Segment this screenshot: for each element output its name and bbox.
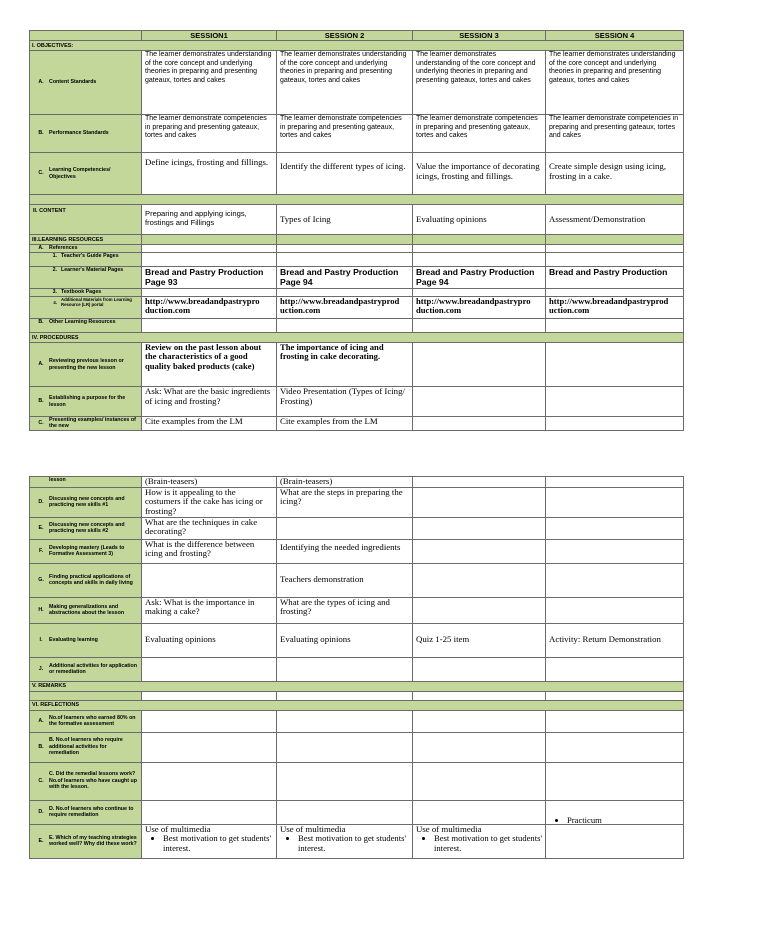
section-remarks-row <box>30 681 684 691</box>
reflection-e-s3-bullet: • Best motivation to get students' interest. <box>434 834 542 853</box>
procedure-e-s1: What are the techniques in cake decorating? <box>142 517 277 539</box>
procedure-h-s2: What are the types of icing and frosting? <box>277 597 413 623</box>
other-resources-row <box>30 319 684 333</box>
reflection-e-s4-bullet: • Practicum <box>567 816 680 825</box>
procedure-h-s3 <box>413 597 546 623</box>
procedure-c-row <box>30 417 684 431</box>
procedure-h-s4 <box>546 597 684 623</box>
procedure-b-s2: Video Presentation (Types of Icing/ Frosting) <box>277 387 413 417</box>
reflection-e-s2-bullet: • Best motivation to get students' interest. <box>298 834 409 853</box>
competencies-s2: Identify the different types of icing. <box>277 153 413 195</box>
header-corner <box>30 31 142 41</box>
procedure-b-s4 <box>546 387 684 417</box>
row-label-teachers-guide: 1. Teacher's Guide Pages <box>30 253 142 267</box>
learners-material-s3: Bread and Pastry Production Page 94 <box>413 267 546 289</box>
procedure-j-row <box>30 657 684 681</box>
performance-standards-s1: The learner demonstrate competencies in preparing and presenting gateaux, tortes and cakes <box>142 115 277 153</box>
procedure-a-s2: The importance of icing and frosting in cake decorating. <box>277 343 413 387</box>
row-label-procedure-b: B. Establishing a purpose for the lesson <box>30 387 142 417</box>
procedure-h-s1: Ask: What is the importance in making a cake? <box>142 597 277 623</box>
procedure-c-cont-s1: (Brain-teasers) <box>142 477 277 488</box>
row-label-procedure-j: J. Additional activities for application or remediation <box>30 657 142 681</box>
procedure-h-row <box>30 597 684 623</box>
procedure-f-s4 <box>546 539 684 563</box>
reflection-e-s4 <box>546 814 684 858</box>
references-row <box>30 245 684 253</box>
reflection-a-row <box>30 710 684 732</box>
row-label-procedure-f: F. Developing mastery (Leads to Formative Assessment 3) <box>30 539 142 563</box>
procedure-i-s4: Activity: Return Demonstration <box>546 623 684 657</box>
reflection-e-s3 <box>413 824 546 858</box>
row-label-additional-materials: 4. Additional Materials from Learning Resource (LR) portal <box>30 297 142 319</box>
section-objectives: I. OBJECTIVES: <box>30 41 684 51</box>
content-standards-s2: The learner demonstrates understanding of the core concept and underlying theories in preparing and presenting gateaux, tortes and cakes <box>277 51 413 115</box>
procedure-i-row <box>30 623 684 657</box>
section-reflections: VI. REFLECTIONS <box>30 700 684 710</box>
procedure-f-row <box>30 539 684 563</box>
procedure-g-s2: Teachers demonstration <box>277 563 413 597</box>
procedure-c-cont-s3 <box>413 477 546 488</box>
competencies-s1: Define icings, frosting and fillings. <box>142 153 277 195</box>
dll-table-part-1 <box>29 30 684 431</box>
row-label-learners-material: 2. Learner's Material Pages <box>30 267 142 289</box>
procedure-d-row <box>30 487 684 517</box>
blank-green-row <box>30 195 684 205</box>
reflection-e-s3-head: Use of multimedia <box>416 823 482 834</box>
remarks-blank-row <box>30 691 684 700</box>
procedure-f-s2: Identifying the needed ingredients <box>277 539 413 563</box>
content-standards-s1: The learner demonstrates understanding of the core concept and underlying theories in preparing and presenting gateaux, tortes and cakes <box>142 51 277 115</box>
header-session-4: SESSION 4 <box>546 31 684 41</box>
section-resources-row <box>30 235 684 245</box>
row-label-content-standards: A. Content Standards <box>30 51 142 115</box>
content-standards-s4: The learner demonstrates understanding of the core concept and underlying theories in preparing and presenting gateaux, tortes and cakes <box>546 51 684 115</box>
procedure-e-row <box>30 517 684 539</box>
row-label-procedure-i: I. Evaluating learning <box>30 623 142 657</box>
procedure-d-s4 <box>546 487 684 517</box>
reflection-e-s1 <box>142 824 277 858</box>
content-standards-s3: The learner demonstrates understanding of the core concept and underlying theories in preparing and presenting gateaux, tortes and cakes <box>413 51 546 115</box>
row-label-competencies: C. Learning Competencies/ Objectives <box>30 153 142 195</box>
header-session-3: SESSION 3 <box>413 31 546 41</box>
learners-material-s1: Bread and Pastry Production Page 93 <box>142 267 277 289</box>
procedure-i-s1: Evaluating opinions <box>142 623 277 657</box>
procedure-c-s2: Cite examples from the LM <box>277 417 413 431</box>
learners-material-s2: Bread and Pastry Production Page 94 <box>277 267 413 289</box>
performance-standards-row <box>30 115 684 153</box>
content-standards-row <box>30 51 684 115</box>
row-label-performance-standards: B. Performance Standards <box>30 115 142 153</box>
row-label-other-resources: B. Other Learning Resources <box>30 319 142 333</box>
procedure-a-s3 <box>413 343 546 387</box>
additional-materials-s4: http://www.breadandpastryprod uction.com <box>546 297 684 319</box>
procedure-e-s2 <box>277 517 413 539</box>
row-label-reflection-d: D. D. No.of learners who continue to require remediation <box>30 800 142 824</box>
learners-material-s4: Bread and Pastry Production <box>546 267 684 289</box>
header-session-2: SESSION 2 <box>277 31 413 41</box>
procedure-d-s1: How is it appealing to the costumers if the cake has icing or frosting? <box>142 487 277 517</box>
competencies-s3: Value the importance of decorating icings, frosting and fillings. <box>413 153 546 195</box>
procedure-f-s1: What is the difference between icing and frosting? <box>142 539 277 563</box>
procedure-b-row <box>30 387 684 417</box>
section-resources: III.LEARNING RESOURCES <box>30 235 142 245</box>
row-label-reflection-b: B. B. No.of learners who require additional activities for remediation <box>30 732 142 762</box>
learners-material-row <box>30 267 684 289</box>
procedure-d-s3 <box>413 487 546 517</box>
section-reflections-row <box>30 700 684 710</box>
procedure-f-s3 <box>413 539 546 563</box>
reflection-e-s1-head: Use of multimedia <box>145 823 211 834</box>
additional-materials-row <box>30 297 684 319</box>
procedure-b-s3 <box>413 387 546 417</box>
competencies-row <box>30 153 684 195</box>
procedure-i-s3: Quiz 1-25 item <box>413 623 546 657</box>
reflection-e-s1-bullet: • Best motivation to get students' interest. <box>163 834 273 853</box>
procedure-c-s4 <box>546 417 684 431</box>
content-s3: Evaluating opinions <box>413 205 546 235</box>
procedure-c-continued-row <box>30 477 684 488</box>
section-procedures: IV. PROCEDURES <box>30 333 684 343</box>
row-label-references: A. References <box>30 245 142 253</box>
content-s4: Assessment/Demonstration <box>546 205 684 235</box>
row-label-procedure-d: D. Discussing new concepts and practicing new skills #1 <box>30 487 142 517</box>
performance-standards-s2: The learner demonstrate competencies in preparing and presenting gateaux, tortes and cakes <box>277 115 413 153</box>
row-label-reflection-c: C. C. Did the remedial lessons work? No.of learners who have caught up with the lesson. <box>30 762 142 800</box>
procedure-i-s2: Evaluating opinions <box>277 623 413 657</box>
row-label-textbook: 3. Textbook Pages <box>30 289 142 297</box>
procedure-e-s4 <box>546 517 684 539</box>
procedure-c-s1: Cite examples from the LM <box>142 417 277 431</box>
procedure-a-s4 <box>546 343 684 387</box>
section-content: II. CONTENT <box>30 205 142 235</box>
additional-materials-s3: http://www.breadandpastrypro duction.com <box>413 297 546 319</box>
procedure-a-row <box>30 343 684 387</box>
row-label-reflection-a: A. No.of learners who earned 80% on the formative assessment <box>30 710 142 732</box>
row-label-procedure-h: H. Making generalizations and abstractions about the lesson <box>30 597 142 623</box>
procedure-c-cont-s2: (Brain-teasers) <box>277 477 413 488</box>
row-label-procedure-g: G. Finding practical applications of concepts and skills in daily living <box>30 563 142 597</box>
procedure-g-s3 <box>413 563 546 597</box>
procedure-b-s1: Ask: What are the basic ingredients of icing and frosting? <box>142 387 277 417</box>
competencies-s4: Create simple design using icing, frosting in a cake. <box>546 153 684 195</box>
procedure-e-s3 <box>413 517 546 539</box>
row-label-reflection-e: E. E. Which of my teaching strategies worked well? Why did these work? <box>30 824 142 858</box>
section-objectives-row <box>30 41 684 51</box>
procedure-a-s1: Review on the past lesson about the characteristics of a good quality baked products (cake) <box>142 343 277 387</box>
procedure-g-s1 <box>142 563 277 597</box>
procedure-c-cont-s4 <box>546 477 684 488</box>
performance-standards-s4: The learner demonstrate competencies in preparing and presenting gateaux, tortes and cakes <box>546 115 684 153</box>
section-procedures-row <box>30 333 684 343</box>
reflection-e-s2 <box>277 824 413 858</box>
teachers-guide-row <box>30 253 684 267</box>
procedure-g-s4 <box>546 563 684 597</box>
row-label-procedure-a: A. Reviewing previous lesson or presenting the new lesson <box>30 343 142 387</box>
session-header-row <box>30 31 684 41</box>
row-label-procedure-e: E. Discussing new concepts and practicing new skills #2 <box>30 517 142 539</box>
content-row <box>30 205 684 235</box>
reflection-c-row <box>30 762 684 800</box>
header-session-1: SESSION1 <box>142 31 277 41</box>
content-s1: Preparing and applying icings, frostings and Fillings <box>142 205 277 235</box>
row-label-procedure-c-continued: lesson <box>30 477 142 488</box>
reflection-e-s2-head: Use of multimedia <box>280 823 346 834</box>
dll-table-part-2 <box>29 476 684 859</box>
procedure-g-row <box>30 563 684 597</box>
performance-standards-s3: The learner demonstrate competencies in preparing and presenting gateaux, tortes and cakes <box>413 115 546 153</box>
content-s2: Types of Icing <box>277 205 413 235</box>
reflection-b-row <box>30 732 684 762</box>
additional-materials-s2: http://www.breadandpastryprod uction.com <box>277 297 413 319</box>
section-remarks: V. REMARKS <box>30 681 684 691</box>
procedure-d-s2: What are the steps in preparing the icing? <box>277 487 413 517</box>
row-label-procedure-c: C. Presenting examples/ instances of the new <box>30 417 142 431</box>
procedure-c-s3 <box>413 417 546 431</box>
additional-materials-s1: http://www.breadandpastrypro duction.com <box>142 297 277 319</box>
reflection-e-row <box>30 824 684 858</box>
